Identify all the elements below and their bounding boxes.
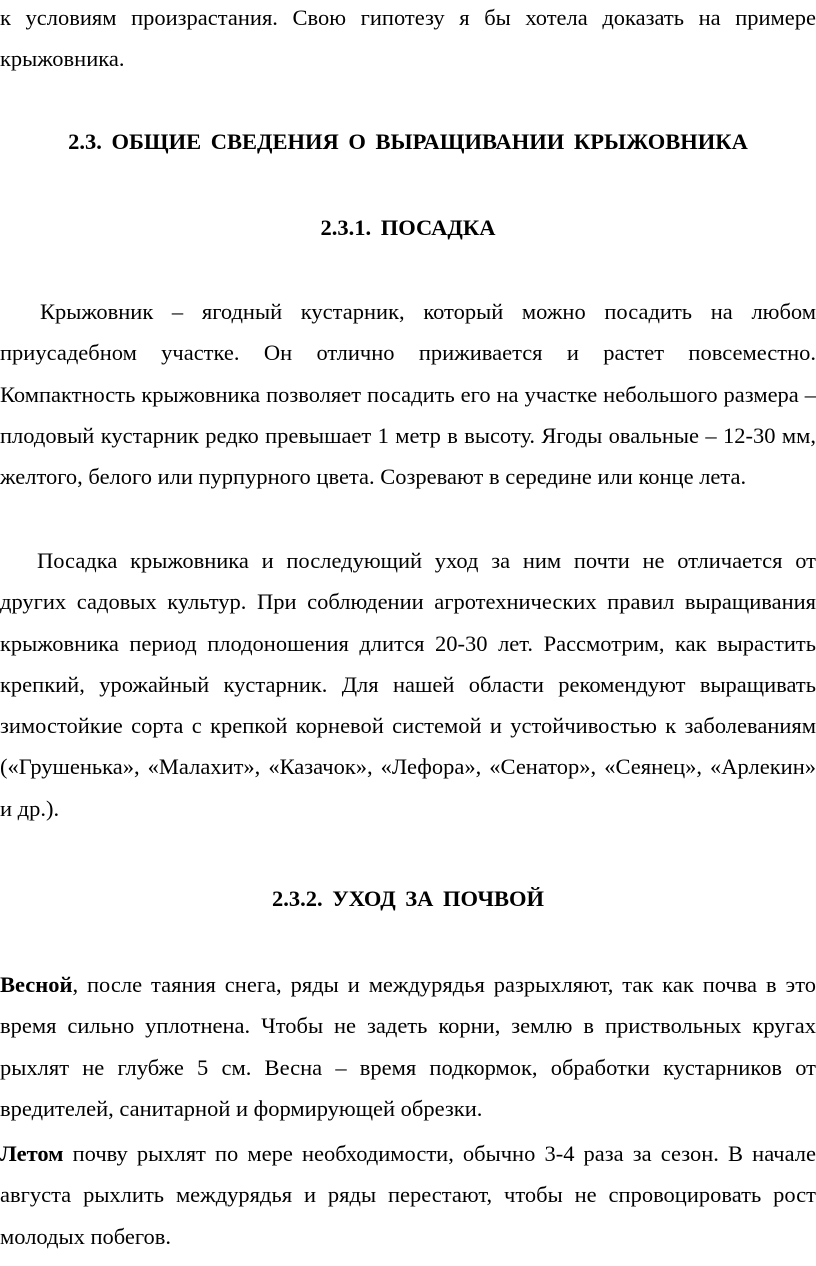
intro-paragraph: к условиям произрастания. Свою гипотезу я бы хотела доказать на примере крыжовника. bbox=[0, 5, 816, 72]
spring-label: Весной bbox=[0, 972, 73, 997]
subsection-heading-soil: 2.3.2. УХОД ЗА ПОЧВОЙ bbox=[271, 886, 545, 911]
spring-text: , после таяния снега, ряды и междурядья разрыхляют, так как почва в это время сильно уплотнена. Чтобы не задеть корни, землю в приствольных кругах рыхлят не глубже 5 см. Весна – время подкормок, обработки кустарников от вредителей, санитарной и формирующей обрезки. bbox=[0, 972, 816, 1121]
summer-text: почву рыхлят по мере необходимости, обычно 3-4 раза за сезон. В начале августа рыхлить междурядья и ряды перестают, чтобы не спровоцировать рост молодых побегов. bbox=[0, 1141, 816, 1249]
summer-label: Летом bbox=[0, 1141, 64, 1166]
planting-paragraph-2: Посадка крыжовника и последующий уход за ним почти не отличается от других садовых культур. При соблюдении агротехнических правил выращивания крыжовника период плодоношения длится 20-30 лет. Рассмотрим, как вырастить крепкий, урожайный кустарник. Для нашей области рекомендуют выращивать зимостойкие сорта с крепкой корневой системой и устойчивостью к заболеваниям («Грушенька», «Малахит», «Казачок», «Лефора», «Сенатор», «Сеянец», «Арлекин» и др.). bbox=[0, 548, 816, 821]
section-heading: 2.3. ОБЩИЕ СВЕДЕНИЯ О ВЫРАЩИВАНИИ КРЫЖОВНИКА bbox=[68, 129, 748, 154]
spring-paragraph bbox=[0, 964, 816, 1129]
subsection-heading-planting: 2.3.1. ПОСАДКА bbox=[320, 215, 496, 240]
summer-paragraph bbox=[0, 1133, 816, 1257]
planting-paragraph-1: Крыжовник – ягодный кустарник, который можно посадить на любом приусадебном участке. Он отлично приживается и растет повсеместно. Компактность крыжовника позволяет посадить его на участке небольшого размера – плодовый кустарник редко превышает 1 метр в высоту. Ягоды овальные – 12-30 мм, желтого, белого или пурпурного цвета. Созревают в середине или конце лета. bbox=[0, 299, 816, 490]
